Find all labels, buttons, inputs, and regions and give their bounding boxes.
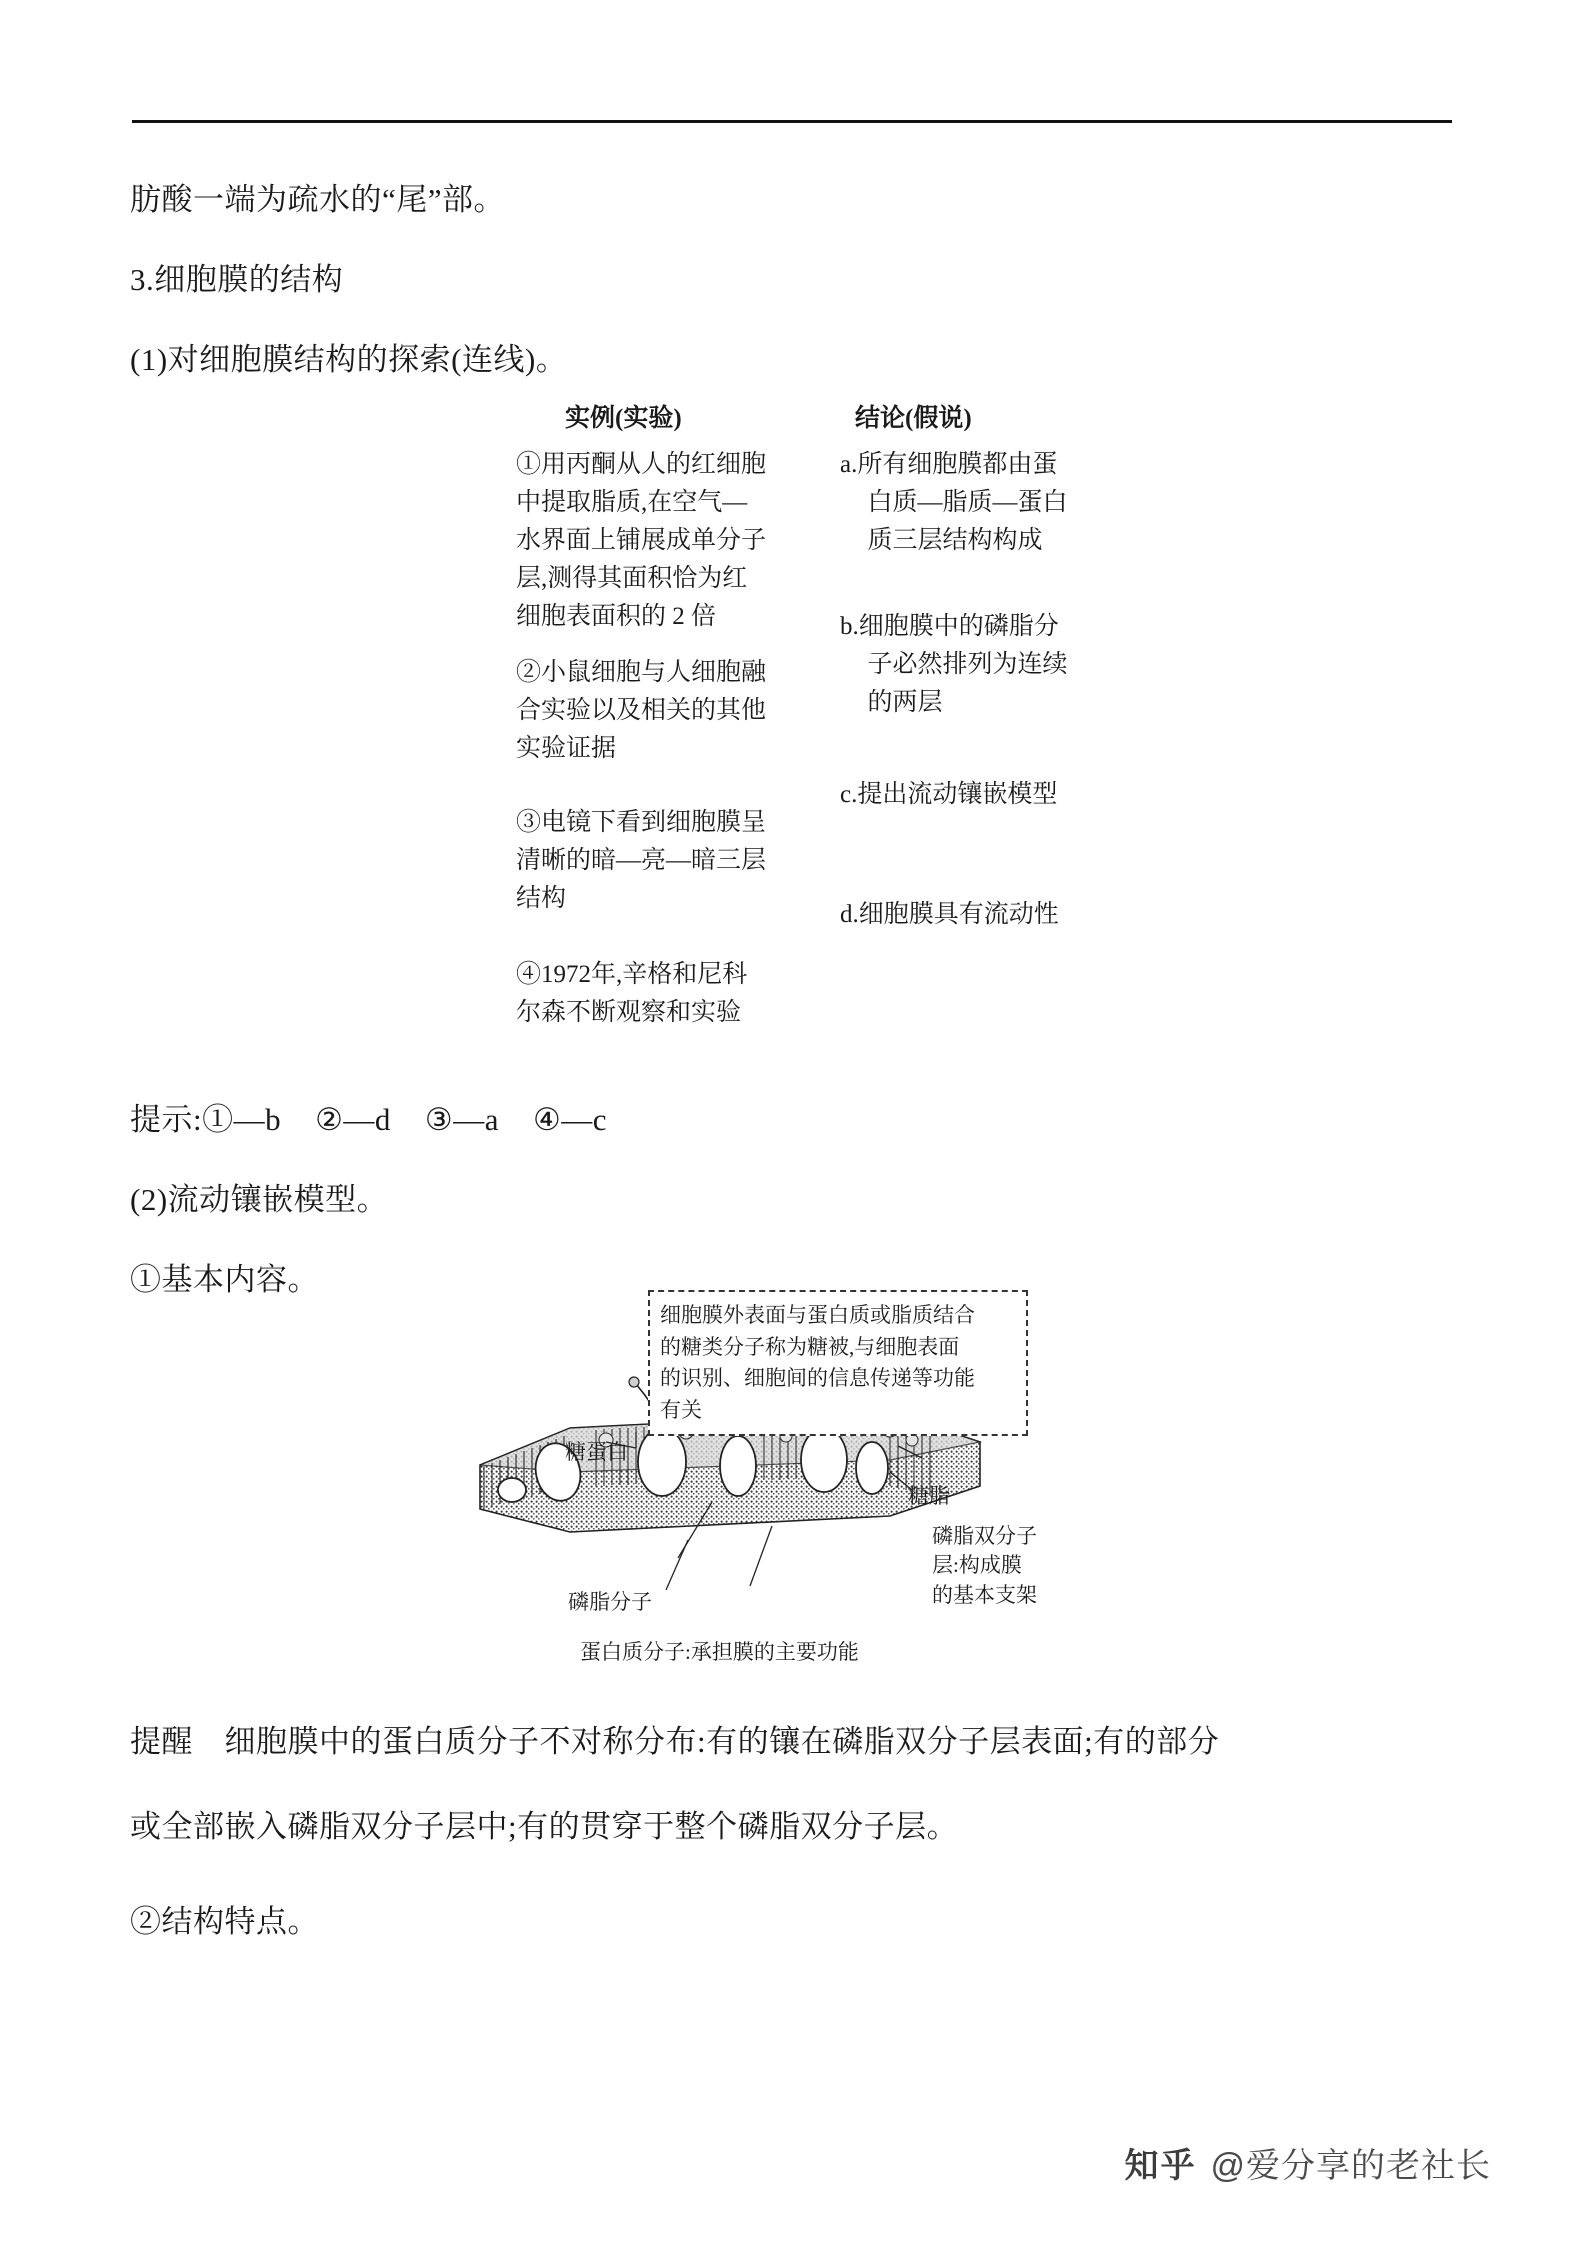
label-glycolipid: 糖脂 xyxy=(908,1484,950,1508)
subheading-exploration: (1)对细胞膜结构的探索(连线)。 xyxy=(130,342,568,377)
label-line: 磷脂双分子 xyxy=(932,1524,1037,1548)
item-line: ③电镜下看到细胞膜呈 xyxy=(516,809,767,836)
subheading-fluid-mosaic: (2)流动镶嵌模型。 xyxy=(130,1182,389,1217)
item-line: 层,测得其面积恰为红 xyxy=(516,565,748,592)
answer-hint-line xyxy=(130,1098,607,1143)
item-line: 水界面上铺展成单分子 xyxy=(516,527,767,554)
item-line: 中提取脂质,在空气— xyxy=(516,489,748,516)
label-line: 的基本支架 xyxy=(932,1582,1037,1607)
label-line: 层:构成膜 xyxy=(932,1553,1022,1578)
list-item xyxy=(840,446,1068,560)
paragraph-line-1: 肪酸一端为疏水的“尾”部。 xyxy=(130,182,506,217)
list-item xyxy=(840,608,1068,722)
item-line: c.提出流动镶嵌模型 xyxy=(840,781,1058,808)
list-item xyxy=(516,446,766,636)
membrane-figure xyxy=(420,1290,1160,1664)
hint-answer-2: ②—d xyxy=(315,1102,391,1137)
label-phospholipid: 磷脂分子 xyxy=(568,1590,652,1614)
watermark xyxy=(1124,2138,1491,2187)
subheading-structural-feature: ②结构特点。 xyxy=(130,1904,319,1939)
reminder-line-2: 或全部嵌入磷脂双分子层中;有的贯穿于整个磷脂双分子层。 xyxy=(130,1809,959,1844)
item-line: 结构 xyxy=(516,885,567,912)
watermark-handle: @爱分享的老社长 xyxy=(1210,2147,1491,2185)
callout-line: 细胞膜外表面与蛋白质或脂质结合 xyxy=(660,1303,975,1327)
item-line: 尔森不断观察和实验 xyxy=(516,999,742,1026)
item-line: 合实验以及相关的其他 xyxy=(516,697,767,724)
column-header-examples: 实例(实验) xyxy=(565,405,682,432)
item-line: d.细胞膜具有流动性 xyxy=(840,901,1059,928)
list-item xyxy=(516,804,766,918)
item-line: ①用丙酮从人的红细胞 xyxy=(516,451,767,478)
item-line: ②小鼠细胞与人细胞融 xyxy=(516,659,767,686)
label-protein: 蛋白质分子:承担膜的主要功能 xyxy=(580,1640,859,1664)
callout-line: 有关 xyxy=(660,1397,702,1422)
item-line: 子必然排列为连续 xyxy=(867,651,1068,678)
heading-membrane-structure: 3.细胞膜的结构 xyxy=(130,262,344,297)
item-line: 的两层 xyxy=(867,689,943,716)
item-line: 细胞表面积的 2 倍 xyxy=(516,603,717,630)
callout-line: 的糖类分子称为糖被,与细胞表面 xyxy=(660,1334,960,1359)
hint-answer-4: ④—c xyxy=(532,1102,608,1137)
hint-answer-1: 提示:①—b xyxy=(130,1102,282,1137)
item-line: 清晰的暗—亮—暗三层 xyxy=(516,847,767,874)
glycocalyx-callout xyxy=(648,1290,1028,1436)
column-header-conclusions: 结论(假说) xyxy=(855,405,972,432)
list-item xyxy=(840,896,1059,934)
item-line: 实验证据 xyxy=(516,735,617,762)
zhihu-logo: 知乎 xyxy=(1124,2147,1197,2185)
list-item xyxy=(516,956,747,1032)
list-item xyxy=(840,776,1057,814)
item-line: 白质—脂质—蛋白 xyxy=(867,489,1068,516)
header-rule xyxy=(132,120,1452,123)
label-glycoprotein: 糖蛋白 xyxy=(565,1440,628,1464)
subheading-basic-content: ①基本内容。 xyxy=(130,1262,319,1297)
hint-answer-3: ③—a xyxy=(424,1102,499,1137)
matching-exercise xyxy=(500,398,1120,1026)
reminder-line-1: 提醒 细胞膜中的蛋白质分子不对称分布:有的镶在磷脂双分子层表面;有的部分 xyxy=(130,1724,1220,1759)
item-line: 质三层结构构成 xyxy=(867,527,1043,554)
list-item xyxy=(516,654,766,768)
item-line: ④1972年,辛格和尼科 xyxy=(516,961,748,988)
item-line: a.所有细胞膜都由蛋 xyxy=(840,451,1058,478)
matching-headers xyxy=(500,398,1120,440)
callout-line: 的识别、细胞间的信息传递等功能 xyxy=(660,1366,975,1390)
label-bilayer xyxy=(932,1522,1062,1610)
item-line: b.细胞膜中的磷脂分 xyxy=(840,613,1059,640)
